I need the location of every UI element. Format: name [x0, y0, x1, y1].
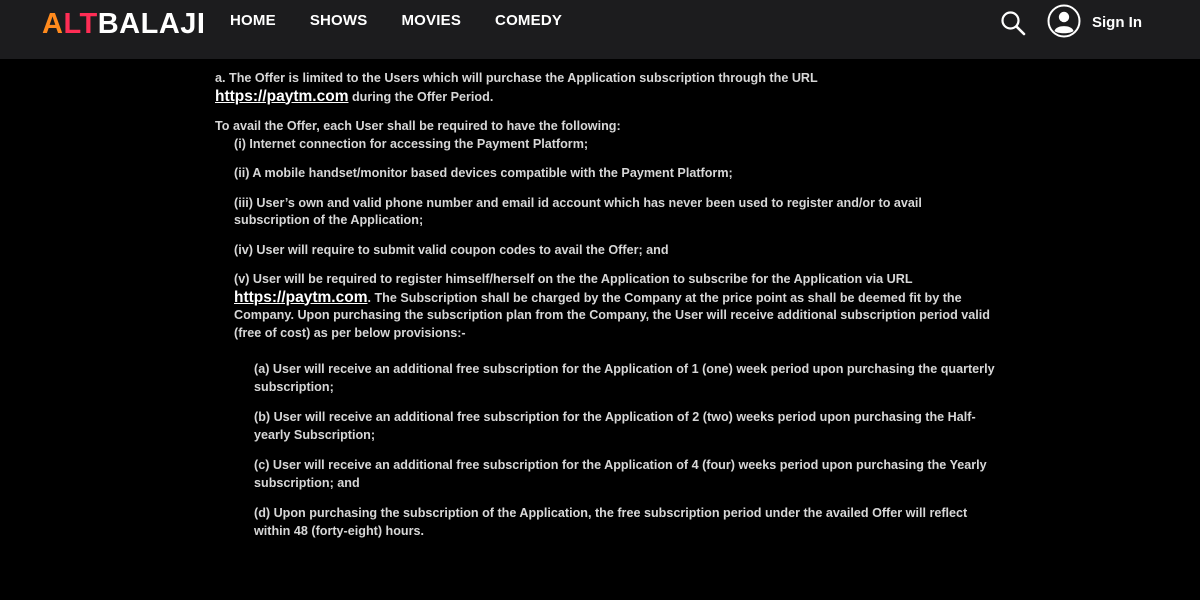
provision-item: (a) User will receive an additional free subscription for the Application of 1 (one) week period upon purchasing the quarterly subscription;: [254, 362, 995, 394]
requirement-item: (iv) User will require to submit valid coupon codes to avail the Offer; and: [234, 242, 669, 257]
provision-item: (d) Upon purchasing the subscription of the Application, the free subscription period under the availed Offer will reflect within 48 (forty-eight) hours.: [254, 506, 968, 538]
main-nav: [230, 12, 596, 30]
paytm-url-link[interactable]: https://paytm.com: [215, 87, 349, 105]
search-icon[interactable]: [1000, 10, 1026, 36]
provision-item: (b) User will receive an additional free subscription for the Application of 2 (two) weeks period upon purchasing the Half-yearly Subscription;: [254, 410, 976, 442]
paytm-url-link-2[interactable]: https://paytm.com: [234, 288, 368, 306]
provisions-list: [215, 361, 995, 540]
requirement-item: (i) Internet connection for accessing the Payment Platform;: [234, 136, 589, 151]
logo-alt-a: A: [42, 8, 64, 40]
offer-intro-text: a. The Offer is limited to the Users which will purchase the Application subscription through the URL: [215, 71, 818, 85]
logo-alt: [42, 8, 98, 40]
offer-intro-period-text: during the Offer Period.: [348, 89, 494, 104]
nav-home[interactable]: HOME: [230, 12, 276, 29]
requirement-item-v: [234, 271, 995, 342]
terms-content: [215, 70, 995, 553]
nav-movies[interactable]: MOVIES: [401, 12, 462, 29]
requirement-item: (iii) User’s own and valid phone number and email id account which has never been used to register and/or to avail subscription of the Application;: [234, 195, 922, 227]
sign-in-link[interactable]: Sign In: [1092, 14, 1142, 31]
top-header: [0, 0, 1200, 59]
nav-shows[interactable]: SHOWS: [309, 12, 368, 29]
offer-intro-paragraph: [215, 70, 995, 106]
logo-balaji: BALAJI: [97, 8, 206, 40]
user-avatar-icon[interactable]: [1047, 4, 1081, 38]
requirement-item: (ii) A mobile handset/monitor based devices compatible with the Payment Platform;: [234, 166, 733, 180]
nav-comedy[interactable]: COMEDY: [495, 12, 563, 29]
altbalaji-logo[interactable]: [42, 9, 205, 39]
requirement-v-details: . The Subscription shall be charged by the Company at the price point as shall be deemed fit by the Company. Upon purchasing the subscription plan from the Company, the User will receive additional subscription period valid (free of cost) as per below provisions:-: [234, 290, 990, 340]
requirement-v-text: (v) User will be required to register himself/herself on the the Application to subscribe for the Application via URL: [234, 272, 913, 286]
avail-heading: To avail the Offer, each User shall be required to have the following:: [215, 119, 621, 133]
provision-item: (c) User will receive an additional free subscription for the Application of 4 (four) weeks period upon purchasing the Yearly subscription; and: [254, 458, 987, 490]
logo-alt-lt: LT: [63, 8, 98, 40]
